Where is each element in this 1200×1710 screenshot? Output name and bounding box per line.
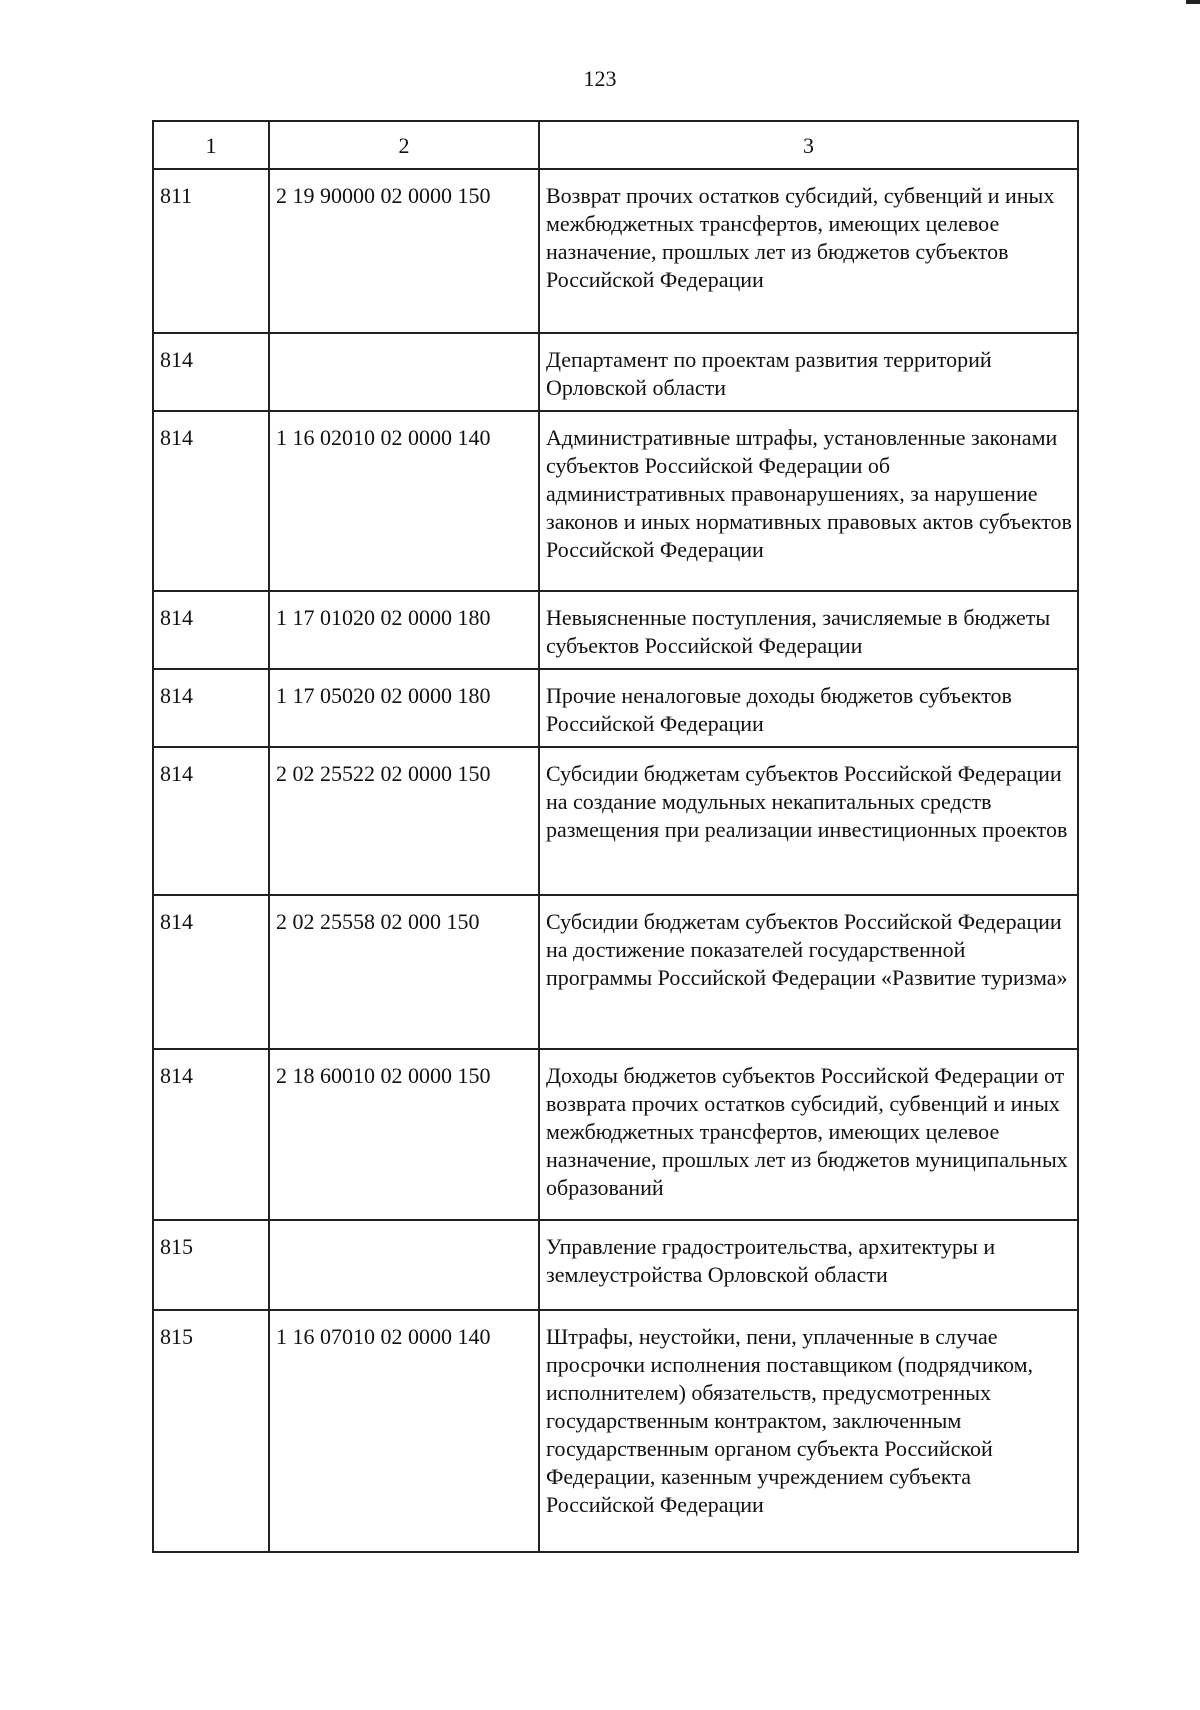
revenue-code-cell: 2 18 60010 02 0000 150 (269, 1049, 539, 1220)
table-row (153, 411, 1078, 591)
header-col-1: 1 (153, 121, 269, 169)
admin-code-cell: 815 (153, 1220, 269, 1310)
description-cell: Управление градостроительства, архитектуры и землеустройства Орловской области (539, 1220, 1078, 1310)
revenue-codes-table (152, 120, 1079, 1553)
revenue-code-cell: 2 02 25522 02 0000 150 (269, 747, 539, 895)
table-row (153, 591, 1078, 669)
description-cell: Прочие неналоговые доходы бюджетов субъектов Российской Федерации (539, 669, 1078, 747)
description-cell: Департамент по проектам развития территорий Орловской области (539, 333, 1078, 411)
description-cell: Возврат прочих остатков субсидий, субвенций и иных межбюджетных трансфертов, имеющих целевое назначение, прошлых лет из бюджетов субъектов Российской Федерации (539, 169, 1078, 333)
admin-code-cell: 814 (153, 333, 269, 411)
table-row (153, 333, 1078, 411)
description-cell: Доходы бюджетов субъектов Российской Федерации от возврата прочих остатков субсидий, субвенций и иных межбюджетных трансфертов, имеющих целевое назначение, прошлых лет из бюджетов муниципальных образований (539, 1049, 1078, 1220)
table-row (153, 1310, 1078, 1552)
table-row (153, 1049, 1078, 1220)
revenue-code-cell: 2 19 90000 02 0000 150 (269, 169, 539, 333)
table-row (153, 669, 1078, 747)
revenue-code-cell: 2 02 25558 02 000 150 (269, 895, 539, 1049)
revenue-code-cell (269, 1220, 539, 1310)
table-header-row (153, 121, 1078, 169)
description-cell: Субсидии бюджетам субъектов Российской Федерации на создание модульных некапитальных средств размещения при реализации инвестиционных проектов (539, 747, 1078, 895)
revenue-code-cell: 1 16 07010 02 0000 140 (269, 1310, 539, 1552)
admin-code-cell: 814 (153, 1049, 269, 1220)
admin-code-cell: 814 (153, 591, 269, 669)
admin-code-cell: 815 (153, 1310, 269, 1552)
admin-code-cell: 814 (153, 747, 269, 895)
description-cell: Субсидии бюджетам субъектов Российской Федерации на достижение показателей государственной программы Российской Федерации «Развитие туризма» (539, 895, 1078, 1049)
revenue-code-cell: 1 17 01020 02 0000 180 (269, 591, 539, 669)
admin-code-cell: 814 (153, 411, 269, 591)
description-cell: Штрафы, неустойки, пени, уплаченные в случае просрочки исполнения поставщиком (подрядчиком, исполнителем) обязательств, предусмотренных государственным контрактом, заключенным государственным органом субъекта Российской Федерации, казенным учреждением субъекта Российской Федерации (539, 1310, 1078, 1552)
header-col-2: 2 (269, 121, 539, 169)
revenue-code-cell: 1 16 02010 02 0000 140 (269, 411, 539, 591)
scan-corner-mark (1186, 0, 1200, 4)
description-cell: Административные штрафы, установленные законами субъектов Российской Федерации об административных правонарушениях, за нарушение законов и иных нормативных правовых актов субъектов Российской Федерации (539, 411, 1078, 591)
table-row (153, 169, 1078, 333)
table-row (153, 895, 1078, 1049)
table-row (153, 1220, 1078, 1310)
revenue-code-cell: 1 17 05020 02 0000 180 (269, 669, 539, 747)
admin-code-cell: 814 (153, 895, 269, 1049)
table-row (153, 747, 1078, 895)
admin-code-cell: 814 (153, 669, 269, 747)
page-number: 123 (583, 66, 617, 91)
revenue-code-cell (269, 333, 539, 411)
admin-code-cell: 811 (153, 169, 269, 333)
header-col-3: 3 (539, 121, 1078, 169)
description-cell: Невыясненные поступления, зачисляемые в бюджеты субъектов Российской Федерации (539, 591, 1078, 669)
